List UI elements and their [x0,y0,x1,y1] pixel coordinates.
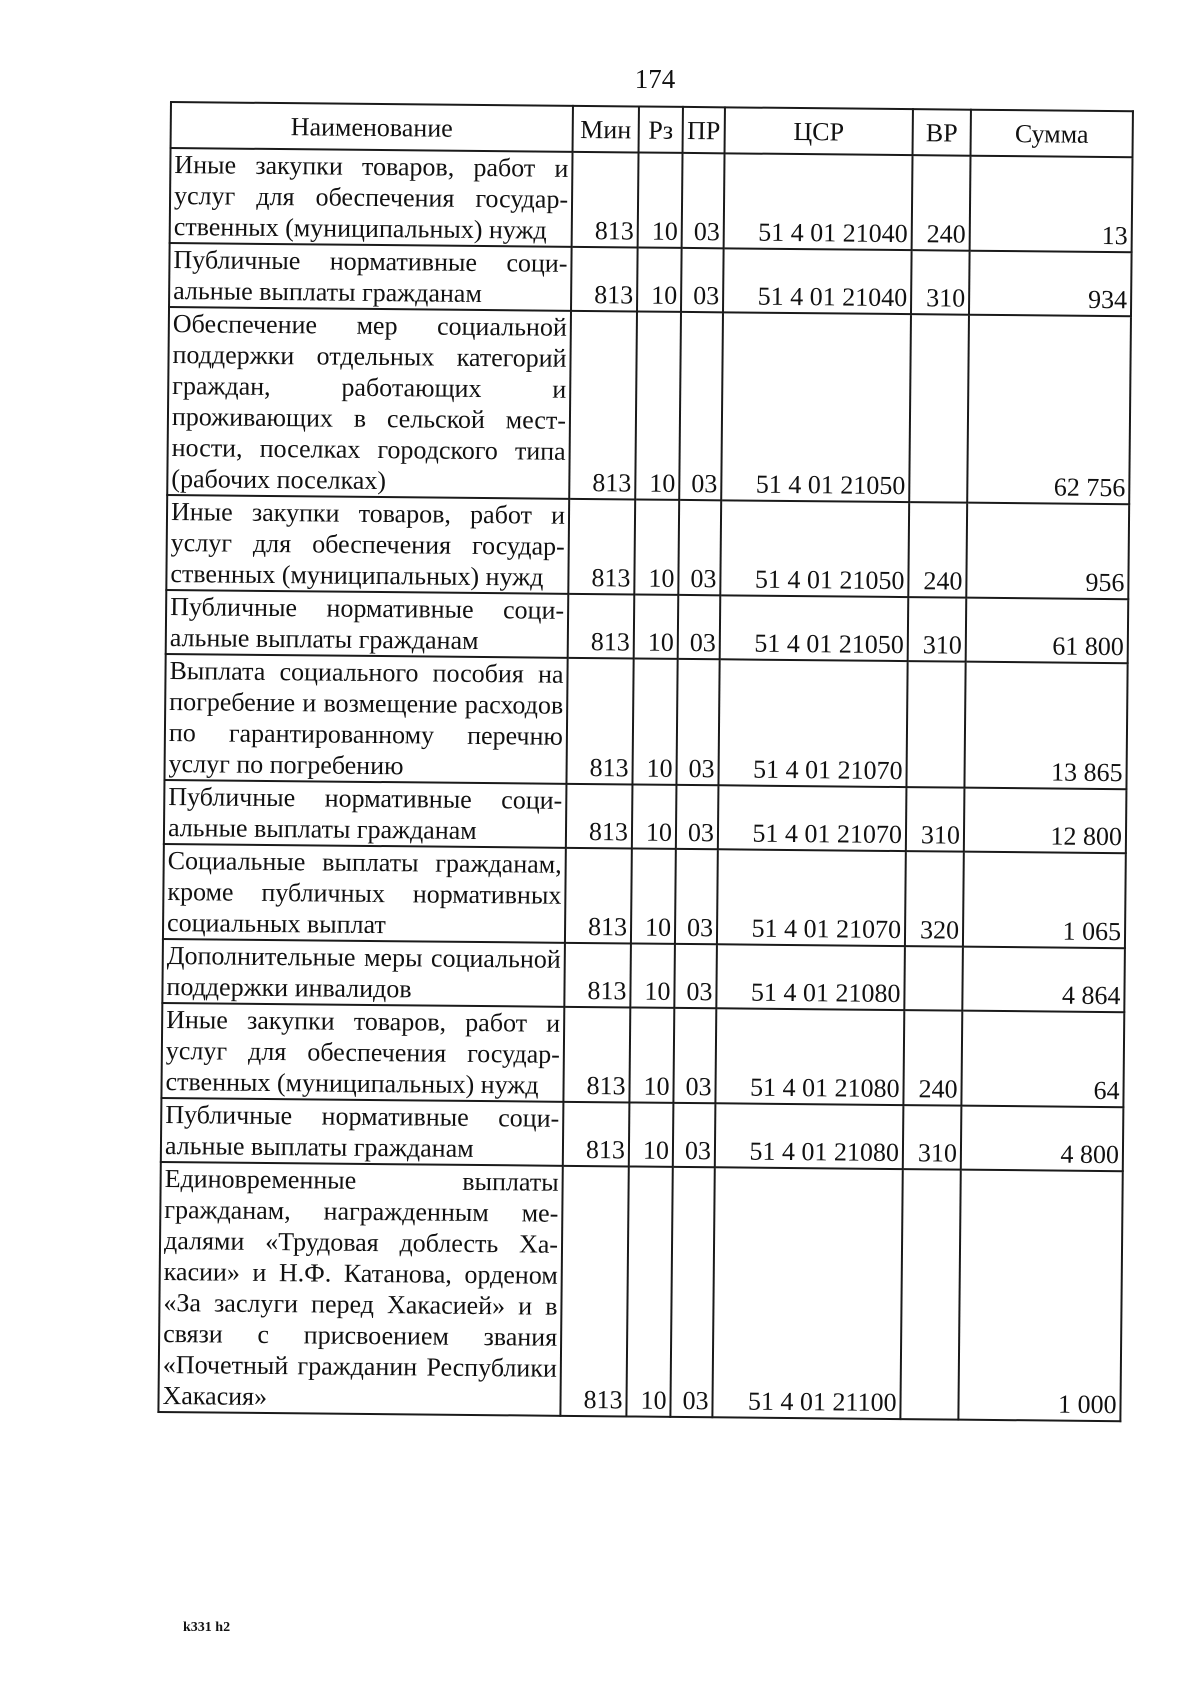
row-name: Дополнительные меры социальной поддержки инвалидов [162,939,565,1007]
row-min: 813 [560,1166,628,1417]
row-pr: 03 [679,312,723,500]
row-sum: 934 [969,251,1132,317]
table-row [166,495,1129,599]
row-name: Публичные нормативные социальные выплаты гражданам [169,243,572,311]
table-row [166,590,1129,663]
row-csr: 51 4 01 21050 [720,500,909,597]
row-vr: 240 [912,155,971,251]
row-rz: 10 [637,247,682,311]
row-min: 813 [572,152,639,248]
row-csr: 51 4 01 21080 [715,1008,904,1105]
row-sum: 61 800 [966,598,1129,664]
row-sum: 13 [970,156,1133,253]
row-pr: 03 [676,659,719,785]
row-csr: 51 4 01 21070 [717,849,906,946]
row-rz: 10 [634,594,679,658]
row-sum: 13 865 [964,662,1127,790]
row-min: 813 [563,1007,630,1103]
row-pr: 03 [674,944,717,1008]
table-row [170,148,1133,252]
row-rz: 10 [635,311,681,499]
row-vr: 310 [903,1105,962,1170]
row-pr: 03 [675,849,718,944]
row-pr: 03 [673,1008,716,1103]
row-csr: 51 4 01 21050 [721,312,911,502]
header-name: Наименование [171,102,573,152]
row-vr: 310 [906,787,965,852]
row-csr: 51 4 01 21080 [716,944,905,1010]
row-pr: 03 [670,1167,714,1417]
table-row [158,1162,1122,1421]
row-pr: 03 [676,785,719,849]
row-pr: 03 [673,1103,716,1167]
row-vr: 320 [905,851,964,947]
row-min: 813 [566,658,633,785]
table-row [164,780,1127,853]
row-pr: 03 [682,153,725,248]
header-sum: Сумма [971,110,1133,158]
row-rz: 10 [629,1102,674,1166]
row-vr: 310 [908,597,967,662]
row-rz: 10 [629,1007,674,1102]
row-pr: 03 [681,248,724,312]
table-row [164,654,1127,789]
row-min: 813 [566,784,633,849]
row-vr: 310 [911,250,970,315]
page-number: 174 [634,64,676,94]
table-row [169,243,1132,316]
row-rz: 10 [634,499,679,594]
row-sum: 4 800 [961,1106,1124,1172]
row-sum: 64 [961,1011,1124,1108]
row-vr [906,661,965,788]
row-name: Иные закупки товаров, работ и услуг для обеспечения государственных (муниципальных) нужд [161,1003,564,1102]
row-name: Обеспечение мер социальной поддержки отдельных категорий граждан, работающих и проживающих в сельской местности, поселках городского типа (рабочих поселках) [167,307,571,499]
row-pr: 03 [678,500,721,595]
row-name: Иные закупки товаров, работ и услуг для обеспечения государственных (муниципальных) нужд [170,148,573,247]
table-row [161,1003,1124,1107]
row-sum: 62 756 [967,315,1131,505]
row-vr [909,314,969,503]
row-rz: 10 [638,152,683,247]
row-sum: 956 [966,503,1129,600]
budget-table [157,101,1134,1422]
row-csr: 51 4 01 21050 [720,595,909,661]
row-vr [904,946,963,1011]
row-csr: 51 4 01 21080 [715,1103,904,1169]
row-csr: 51 4 01 21040 [724,153,913,250]
row-sum: 12 800 [964,788,1127,854]
row-sum: 1 000 [958,1170,1122,1422]
row-min: 813 [565,848,632,944]
table-row [163,844,1126,948]
row-name: Единовременные выплаты гражданам, награжденным медалями «Трудовая доблесть Хакасии» и Н.Ф. Катанова, орденом «За заслуги перед Хакасией» и в связи с присвоением звания «Почетный гражданин Республики Хакасия» [158,1162,562,1416]
row-rz: 10 [630,943,675,1007]
table-row [167,307,1131,504]
footer-code: k331 h2 [183,1620,231,1635]
row-min: 813 [568,499,635,595]
row-csr: 51 4 01 21070 [718,785,907,851]
table-row [161,1098,1124,1171]
row-min: 813 [564,943,631,1008]
row-rz: 10 [632,658,677,784]
table-row [162,939,1125,1012]
row-vr: 240 [903,1010,962,1106]
row-name: Публичные нормативные социальные выплаты гражданам [161,1098,564,1166]
row-rz: 10 [632,784,677,848]
row-vr [900,1169,960,1420]
row-csr: 51 4 01 21040 [723,248,912,314]
row-csr: 51 4 01 21070 [718,659,907,787]
header-vr: ВР [913,109,971,156]
header-csr: ЦСР [725,107,913,155]
row-name: Социальные выплаты гражданам, кроме публичных нормативных социальных выплат [163,844,566,943]
row-name: Публичные нормативные социальные выплаты гражданам [164,780,567,848]
row-min: 813 [569,311,637,500]
row-rz: 10 [626,1166,672,1416]
row-name: Выплата социального пособия на погребение и возмещение расходов по гарантированному перечню услуг по погребению [164,654,567,784]
row-rz: 10 [631,848,676,943]
row-csr: 51 4 01 21100 [712,1167,902,1419]
header-rz: Рз [639,107,683,153]
row-vr: 240 [908,502,967,598]
header-pr: ПР [683,107,725,153]
row-name: Публичные нормативные социальные выплаты гражданам [166,590,569,658]
header-min: Мин [573,106,639,153]
row-min: 813 [568,594,635,659]
row-sum: 1 065 [963,852,1126,949]
row-min: 813 [563,1102,630,1167]
row-pr: 03 [678,595,721,659]
row-min: 813 [571,247,638,312]
row-name: Иные закупки товаров, работ и услуг для обеспечения государственных (муниципальных) нужд [166,495,569,594]
row-sum: 4 864 [962,947,1125,1013]
